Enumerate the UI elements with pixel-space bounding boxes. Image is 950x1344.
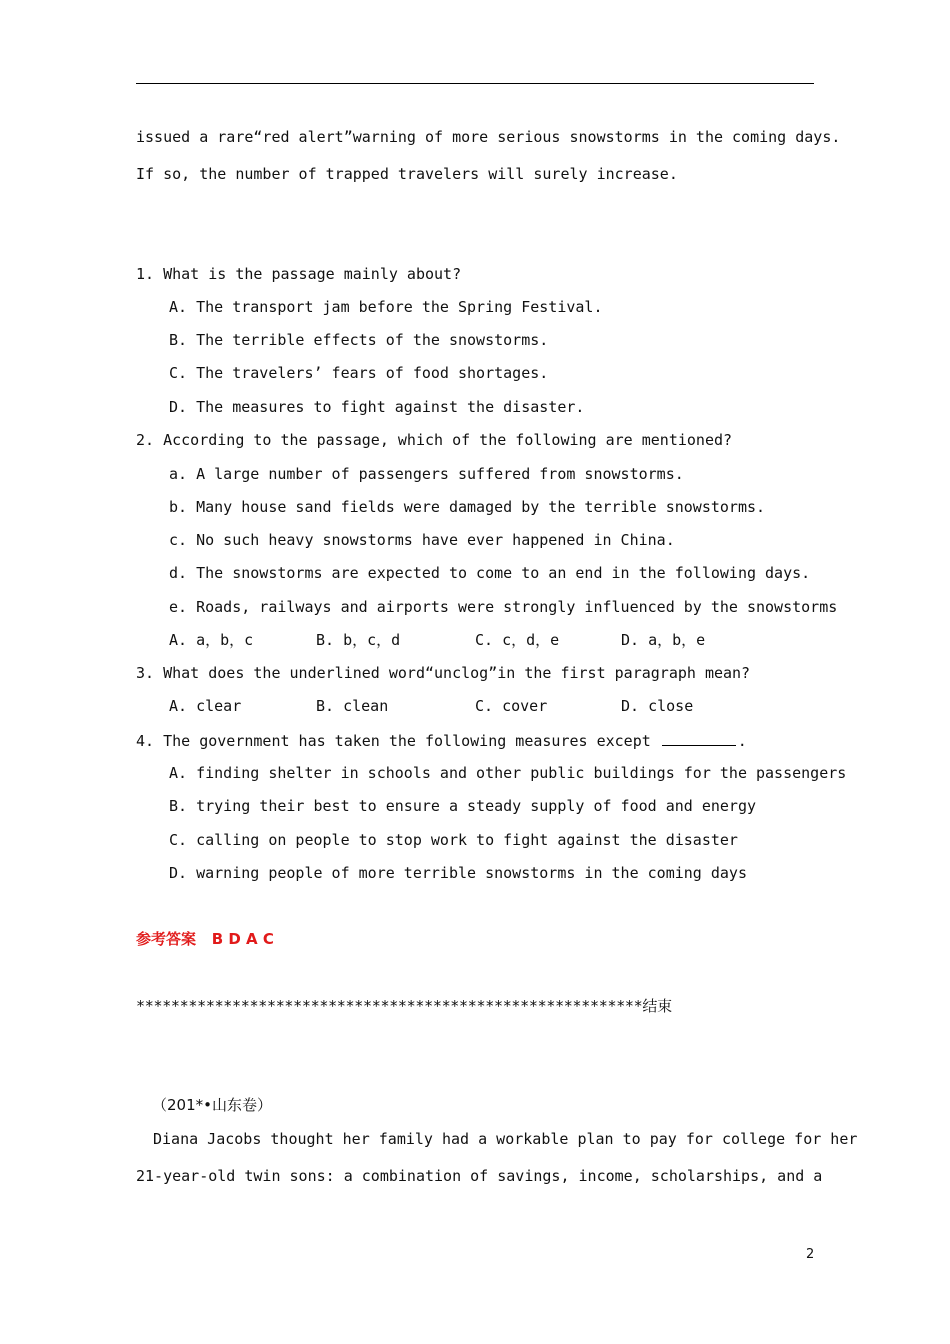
q2-item-b: b. Many house sand fields were damaged by the terrible snowstorms.: [169, 498, 766, 516]
q2-option-c: C. c，d，e: [475, 631, 560, 649]
q4-option-d: D. warning people of more terrible snowstorms in the coming days: [169, 864, 747, 882]
q4-stem-end: .: [737, 732, 747, 750]
page-number: 2: [806, 1247, 815, 1262]
end-marker: **********************************************************结束: [136, 997, 672, 1015]
q3-option-c: C. cover: [475, 697, 548, 715]
question-1-stem: 1. What is the passage mainly about?: [136, 265, 462, 283]
question-3-stem: 3. What does the underlined word“unclog”in the first paragraph mean?: [136, 664, 751, 682]
q1-option-c: C. The travelers’ fears of food shortages.: [169, 364, 549, 382]
q2-option-a: A. a，b，c: [169, 631, 254, 649]
q1-option-b: B. The terrible effects of the snowstorms.: [169, 331, 549, 349]
passage-line: 21-year-old twin sons: a combination of savings, income, scholarships, and a: [136, 1167, 823, 1185]
passage-line: issued a rare“red alert”warning of more serious snowstorms in the coming days.: [136, 128, 841, 146]
q1-option-d: D. The measures to fight against the disaster.: [169, 398, 585, 416]
q2-item-d: d. The snowstorms are expected to come to an end in the following days.: [169, 564, 811, 582]
q4-option-b: B. trying their best to ensure a steady supply of food and energy: [169, 797, 756, 815]
answer-label: 参考答案: [136, 930, 197, 948]
q4-option-c: C. calling on people to stop work to fight against the disaster: [169, 831, 738, 849]
passage-line: Diana Jacobs thought her family had a workable plan to pay for college for her: [153, 1130, 858, 1148]
header-rule: [136, 83, 814, 84]
answer-value: B D A C: [211, 930, 274, 948]
q2-item-a: a. A large number of passengers suffered from snowstorms.: [169, 465, 684, 483]
q2-option-d: D. a，b，e: [621, 631, 706, 649]
q4-stem-text: 4. The government has taken the following measures except: [136, 732, 651, 750]
answer-blank: [662, 730, 736, 746]
q3-option-a: A. clear: [169, 697, 242, 715]
q1-option-a: A. The transport jam before the Spring Festival.: [169, 298, 603, 316]
q2-item-c: c. No such heavy snowstorms have ever happened in China.: [169, 531, 675, 549]
question-4-stem: [136, 730, 747, 751]
q4-option-a: A. finding shelter in schools and other public buildings for the passengers: [169, 764, 847, 782]
answer-key: [136, 929, 274, 949]
q3-option-d: D. close: [621, 697, 694, 715]
q2-option-b: B. b，c，d: [316, 631, 401, 649]
question-2-stem: 2. According to the passage, which of the following are mentioned?: [136, 431, 733, 449]
source-label: （201*•山东卷）: [152, 1096, 272, 1114]
q3-option-b: B. clean: [316, 697, 389, 715]
q2-item-e: e. Roads, railways and airports were strongly influenced by the snowstorms: [169, 598, 838, 616]
passage-line: If so, the number of trapped travelers will surely increase.: [136, 165, 678, 183]
